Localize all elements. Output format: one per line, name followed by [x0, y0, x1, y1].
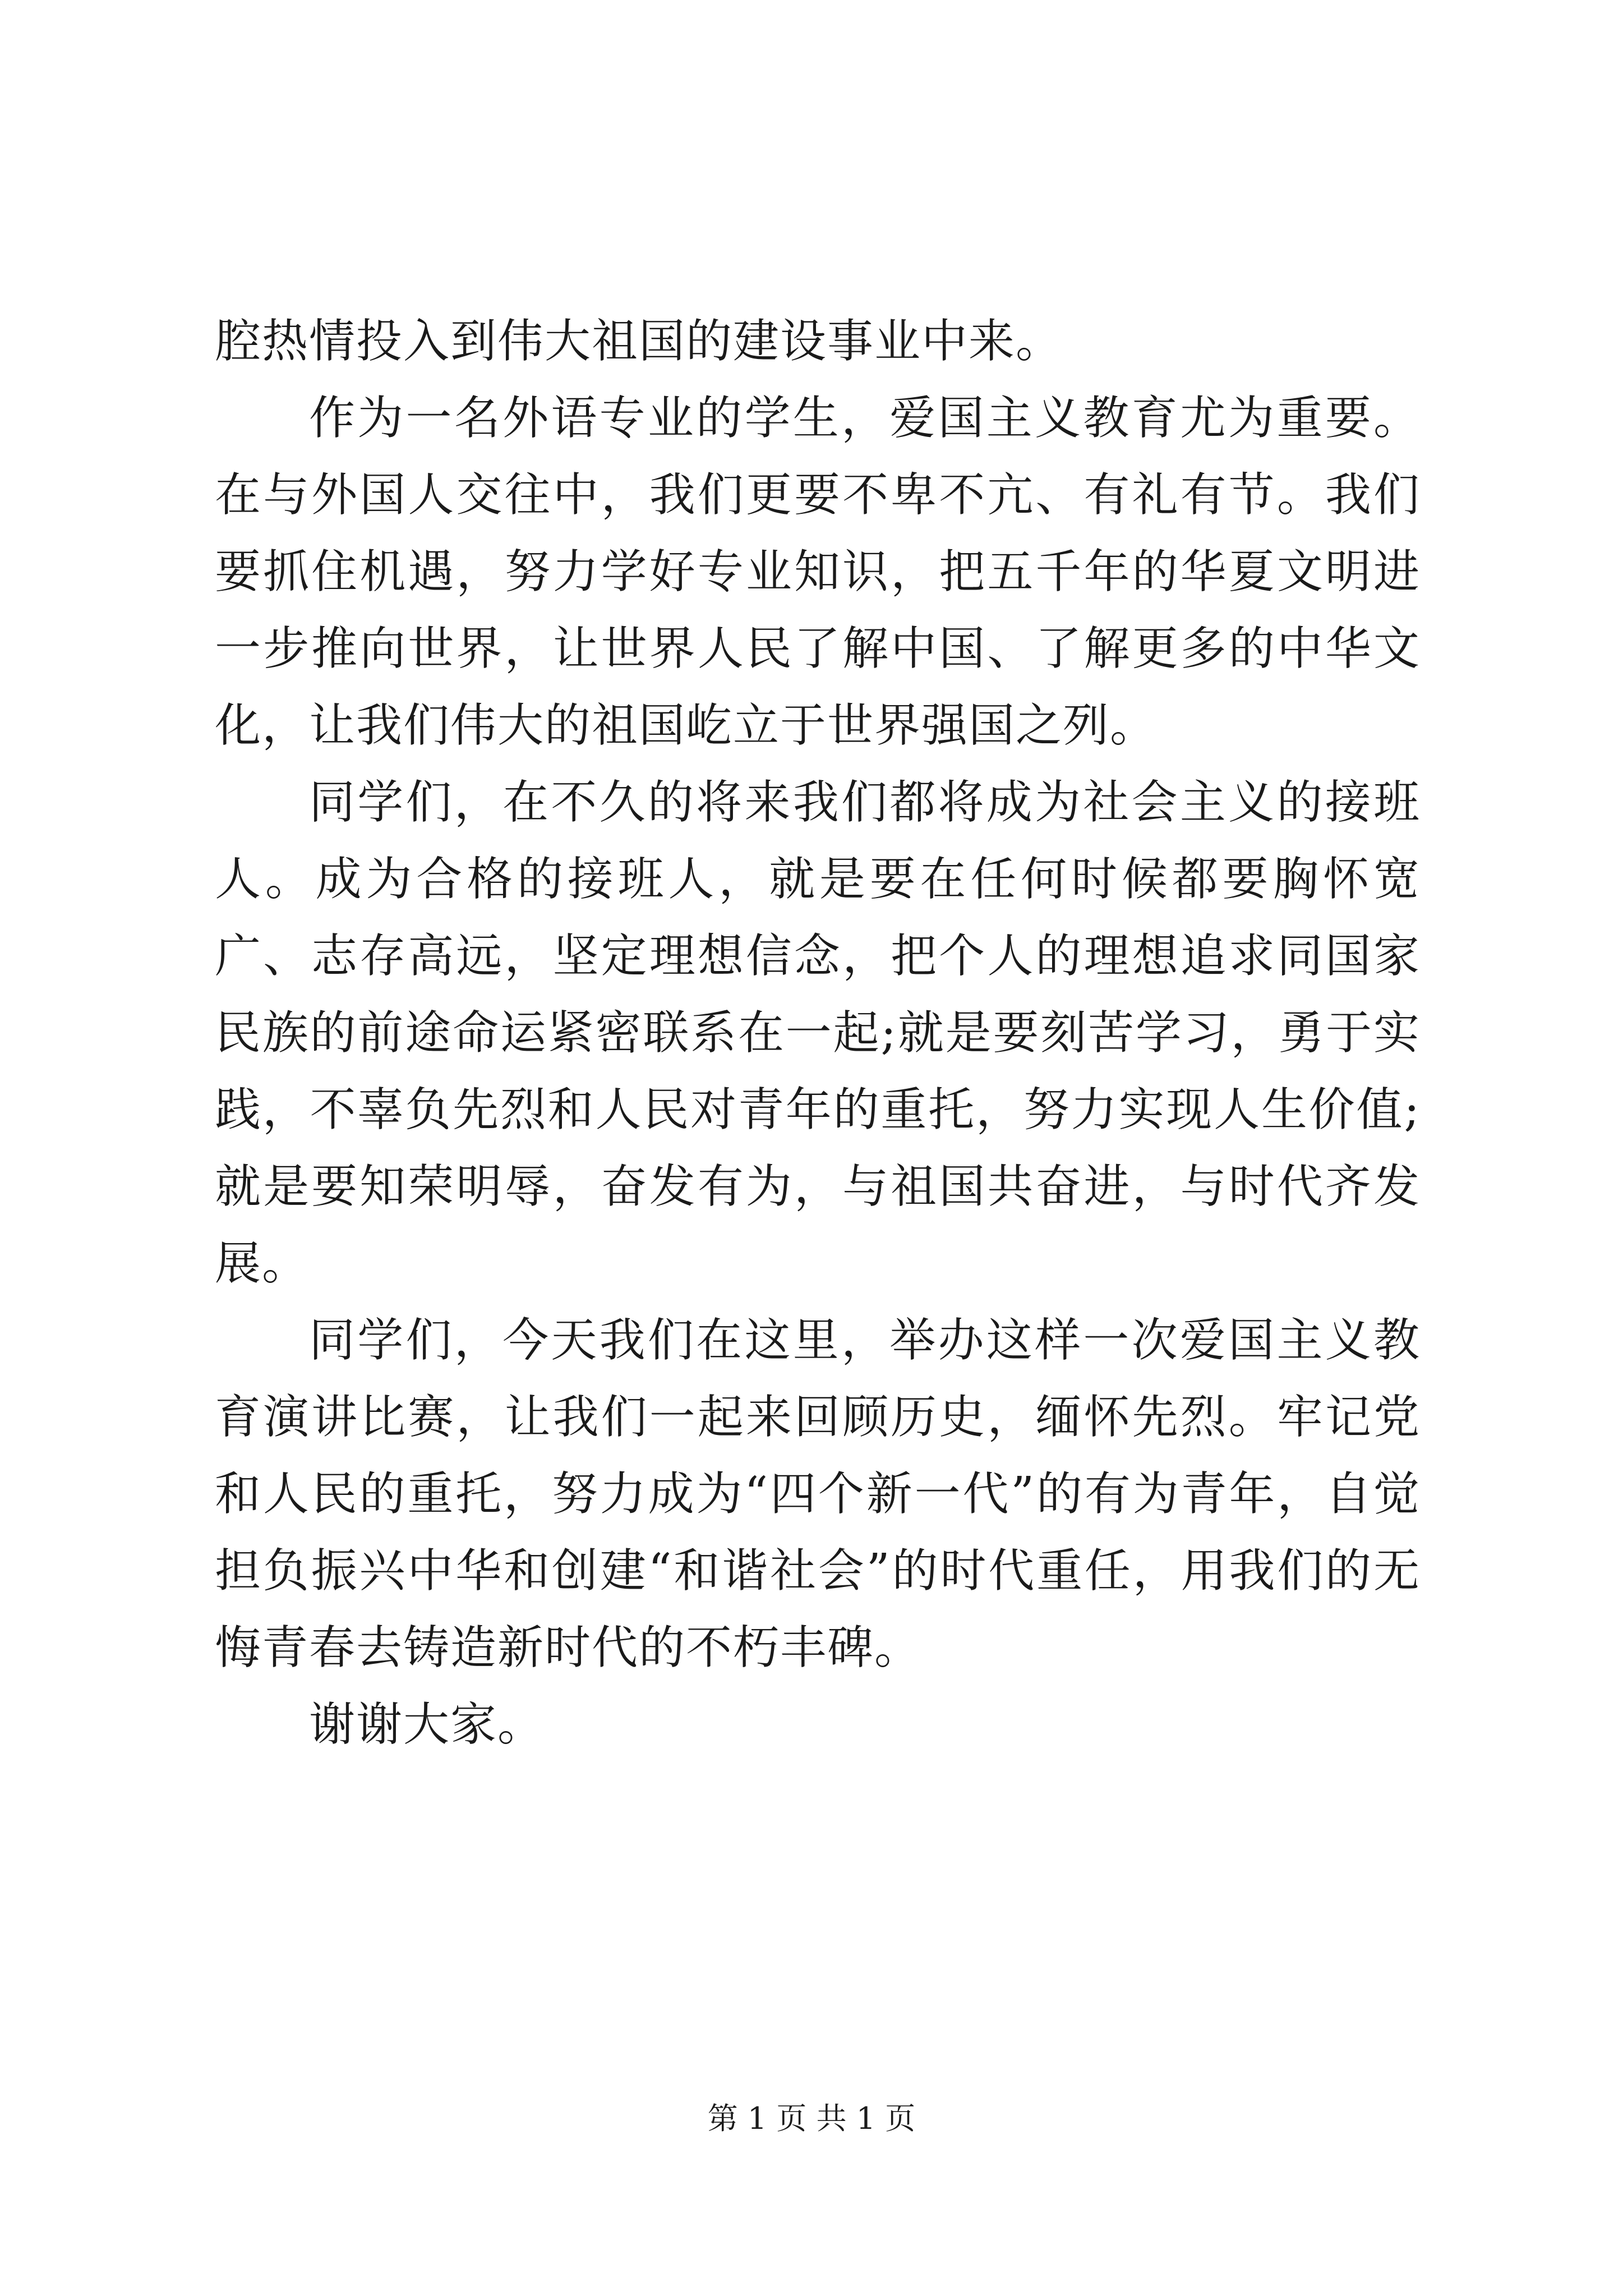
paragraph-successors: 同学们，在不久的将来我们都将成为社会主义的接班人。成为合格的接班人，就是要在任何时候都要胸怀宽广、志存高远，坚定理想信念，把个人的理想追求同国家民族的前途命运紧密联系在一起;就是要刻苦学习，勇于实践，不辜负先烈和人民对青年的重托，努力实现人生价值;就是要知荣明辱，奋发有为，与祖国共奋进，与时代齐发展。 [215, 776, 1421, 1290]
paragraph-continuation: 腔热情投入到伟大祖国的建设事业中来。 [215, 315, 1063, 368]
page-footer: 第 1 页 共 1 页 [707, 2101, 916, 2136]
document-body [215, 303, 1421, 1763]
paragraph-speech-contest: 同学们，今天我们在这里，举办这样一次爱国主义教育演讲比赛，让我们一起来回顾历史，缅怀先烈。牢记党和人民的重托，努力成为“四个新一代”的有为青年，自觉担负振兴中华和创建“和谐社会”的时代重任，用我们的无悔青春去铸造新时代的不朽丰碑。 [215, 1314, 1421, 1674]
paragraph-foreign-language-students: 作为一名外语专业的学生，爱国主义教育尤为重要。在与外国人交往中，我们更要不卑不亢、有礼有节。我们要抓住机遇，努力学好专业知识，把五千年的华夏文明进一步推向世界，让世界人民了解中国、了解更多的中华文化，让我们伟大的祖国屹立于世界强国之列。 [215, 392, 1421, 752]
paragraph-thanks: 谢谢大家。 [309, 1698, 545, 1751]
